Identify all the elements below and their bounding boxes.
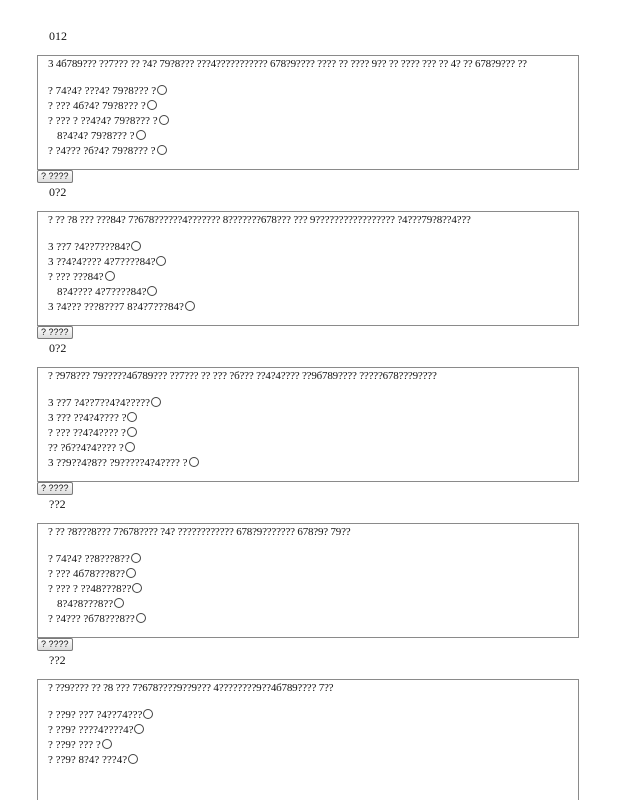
- option[interactable]: [48, 552, 578, 567]
- question-box: [37, 679, 579, 800]
- option[interactable]: [48, 396, 578, 411]
- radio-button[interactable]: [105, 271, 115, 281]
- radio-button[interactable]: [151, 397, 161, 407]
- radio-button[interactable]: [157, 85, 167, 95]
- option[interactable]: [48, 285, 578, 300]
- radio-button[interactable]: [132, 583, 142, 593]
- radio-button[interactable]: [131, 241, 141, 251]
- option-list: [48, 84, 578, 159]
- radio-button[interactable]: [147, 286, 157, 296]
- radio-button[interactable]: [131, 553, 141, 563]
- option-label: ? ?4??? ?б?4? 79?8??? ?: [48, 145, 156, 157]
- submit-button[interactable]: ? ????: [37, 170, 73, 183]
- radio-button[interactable]: [114, 598, 124, 608]
- option[interactable]: [48, 426, 578, 441]
- option[interactable]: [48, 612, 578, 627]
- option[interactable]: [48, 738, 578, 753]
- option-list: [48, 240, 578, 315]
- radio-button[interactable]: [156, 256, 166, 266]
- question-number: 0?2: [49, 341, 67, 355]
- option[interactable]: [48, 255, 578, 270]
- radio-button[interactable]: [136, 130, 146, 140]
- option-label: ? 74?4? ???4? 79?8??? ?: [48, 85, 157, 97]
- option[interactable]: [48, 708, 578, 723]
- option-label: ? ??? ??4?4???? ?: [48, 427, 126, 439]
- option-label: ? 74?4? ??8???8??: [48, 553, 130, 565]
- option-label: 3 ??4?4???? 4?7????84?: [48, 256, 156, 268]
- option[interactable]: [48, 84, 578, 99]
- option[interactable]: [48, 597, 578, 612]
- option-label: 8?4?4? 79?8??? ?: [57, 130, 135, 142]
- option[interactable]: [48, 99, 578, 114]
- question-box: [37, 55, 579, 170]
- option-label: 3 ??? ??4?4???? ?: [48, 412, 127, 424]
- submit-button[interactable]: ? ????: [37, 638, 73, 651]
- question-text: 3 4б789??? ??7??? ?? ?4? 79?8??? ???4??????????? 678?9???? ???? ?? ???? 9?? ?? ???? ??? ?? 4? ?? 678?9??? ??: [48, 58, 527, 70]
- radio-button[interactable]: [127, 427, 137, 437]
- radio-button[interactable]: [127, 412, 137, 422]
- option[interactable]: [48, 441, 578, 456]
- question-number: ??2: [49, 497, 66, 511]
- question-text: ? ?978??? 79?????4б789??? ??7??? ?? ??? ?б??? ??4?4???? ??9б789???? ?????678???9????: [48, 370, 437, 382]
- radio-button[interactable]: [102, 739, 112, 749]
- submit-button[interactable]: ? ????: [37, 482, 73, 495]
- option[interactable]: [48, 270, 578, 285]
- option[interactable]: [48, 240, 578, 255]
- option[interactable]: [48, 723, 578, 738]
- option[interactable]: [48, 144, 578, 159]
- radio-button[interactable]: [143, 709, 153, 719]
- option-label: 3 ??7 ?4??7???84?: [48, 241, 131, 253]
- option-list: [48, 708, 578, 768]
- option-label: ? ??? ? ??4?4? 79?8??? ?: [48, 115, 158, 127]
- option-label: 3 ??7 ?4??7??4?4?????: [48, 397, 150, 409]
- option-list: [48, 552, 578, 627]
- question-text: ? ?? ?8???8??? 7?678???? ?4? ???????????? 678?9??????? 678?9? 79??: [48, 526, 351, 538]
- option-label: ? ??? ? ??48???8??: [48, 583, 132, 595]
- question-box: [37, 367, 579, 482]
- option[interactable]: [48, 456, 578, 471]
- option[interactable]: [48, 114, 578, 129]
- radio-button[interactable]: [159, 115, 169, 125]
- question-text: ? ??9???? ?? ?8 ??? 7?678????9??9??? 4????????9??4б789???? 7??: [48, 682, 334, 694]
- radio-button[interactable]: [125, 442, 135, 452]
- option-label: ? ??? ???84?: [48, 271, 104, 283]
- question-text: ? ?? ?8 ??? ???84? 7?678??????4??????? 8???????678??? ??? 9????????????????? ?4???79?8??4???: [48, 214, 471, 226]
- option-label: ? ??9? ????4????4?: [48, 724, 134, 736]
- question-number: 012: [49, 29, 67, 43]
- radio-button[interactable]: [136, 613, 146, 623]
- option-label: 3 ??9??4?8?? ?9?????4?4???? ?: [48, 457, 188, 469]
- question-box: [37, 523, 579, 638]
- option[interactable]: [48, 300, 578, 315]
- option-label: 8?4?8???8??: [57, 598, 114, 610]
- radio-button[interactable]: [134, 724, 144, 734]
- radio-button[interactable]: [126, 568, 136, 578]
- option[interactable]: [48, 753, 578, 768]
- radio-button[interactable]: [189, 457, 199, 467]
- question-number: 0?2: [49, 185, 67, 199]
- option-label: 3 ?4??? ???8???7 8?4?7???84?: [48, 301, 184, 313]
- option-list: [48, 396, 578, 471]
- option-label: ? ??? 4б78???8??: [48, 568, 126, 580]
- option-label: ? ?4??? ?б78???8??: [48, 613, 135, 625]
- option[interactable]: [48, 411, 578, 426]
- option-label: ? ??9? 8?4? ???4?: [48, 754, 128, 766]
- option-label: ? ??9? ??7 ?4??74???: [48, 709, 143, 721]
- option-label: ? ??? 4б?4? 79?8??? ?: [48, 100, 146, 112]
- question-number: ??2: [49, 653, 66, 667]
- question-box: [37, 211, 579, 326]
- option-label: 8?4???? 4?7????84?: [57, 286, 147, 298]
- option[interactable]: [48, 582, 578, 597]
- option-label: ?? ?б??4?4???? ?: [48, 442, 124, 454]
- submit-button[interactable]: ? ????: [37, 326, 73, 339]
- radio-button[interactable]: [157, 145, 167, 155]
- option[interactable]: [48, 567, 578, 582]
- radio-button[interactable]: [128, 754, 138, 764]
- radio-button[interactable]: [147, 100, 157, 110]
- option-label: ? ??9? ??? ?: [48, 739, 101, 751]
- radio-button[interactable]: [185, 301, 195, 311]
- option[interactable]: [48, 129, 578, 144]
